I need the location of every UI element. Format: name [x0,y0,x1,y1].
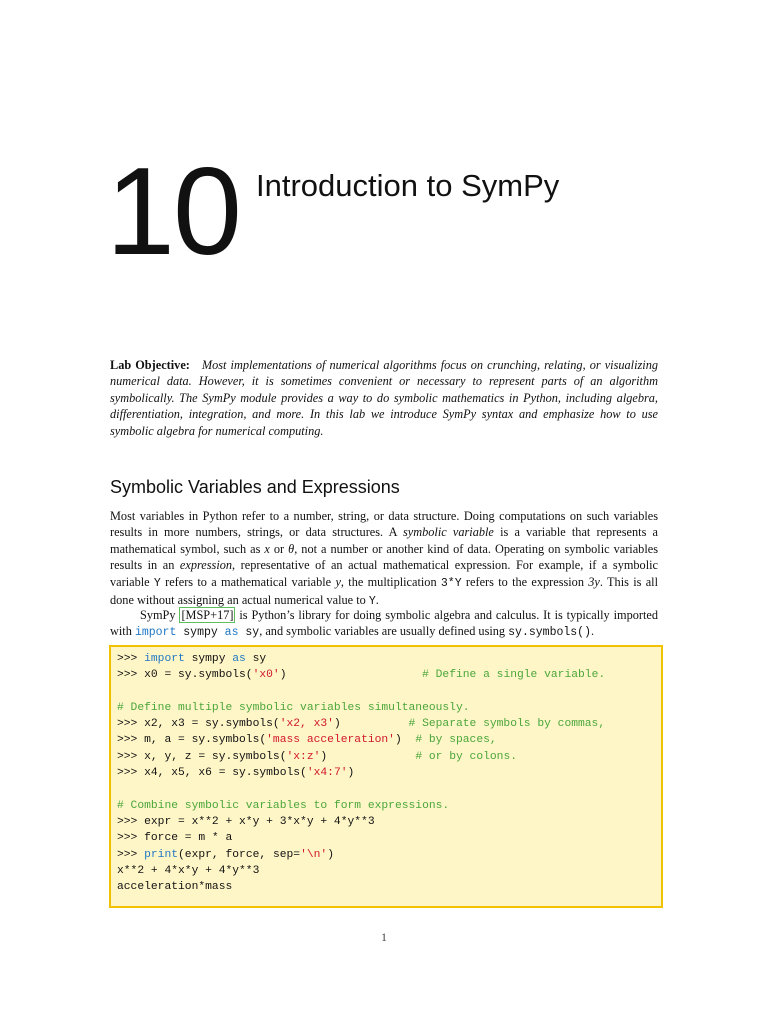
text-run: is a variable that represents a mathematical symbol, such as [110,525,658,556]
code-token: ) [347,767,355,780]
code-token: >>> [117,653,145,665]
paragraph-symbolic-variables [110,508,658,610]
code-line [117,847,661,863]
paragraph-sympy-intro [110,607,658,642]
page-number: 1 [381,930,387,944]
code-import: import [134,626,177,640]
code-Y: Y [368,595,376,609]
code-token: >>> x2, x3 = sy.symbols( [117,718,280,731]
code-comment: # or by colons. [415,750,518,763]
math-theta: θ [288,541,295,556]
objective-label: Lab Objective: [110,358,190,372]
code-keyword: import [144,653,185,665]
code-line [117,879,661,895]
code-3Y: 3*Y [440,576,462,590]
chapter-number: 10 [106,143,240,281]
code-comment: # by spaces, [415,734,497,747]
code-string: 'x4:7' [306,767,348,780]
code-line [117,814,661,830]
code-Y: Y [153,576,161,590]
code-token: >>> x0 = sy.symbols( [117,669,253,682]
text-run: refers to the expression [461,574,589,589]
code-token: >>> expr = x**2 + x*y + 3*x*y + 4*y**3 [117,815,375,828]
term-expression: expression [179,558,233,573]
code-keyword: print [144,848,179,861]
code-line [117,684,661,700]
code-token: >>> [117,848,145,861]
code-line [117,651,661,667]
text-run: or [269,541,289,556]
text-run: . This is all done without assigning an actual numerical value to [110,574,658,608]
code-line [117,765,661,781]
code-token: ) [279,669,423,682]
term-symbolic-variable: symbolic variable [403,525,494,540]
text-run: . [375,593,379,608]
text-run: , the multiplication [340,574,441,589]
code-token: >>> force = m * a [117,832,233,845]
code-string: 'x:z' [286,750,321,763]
code-sympy: sympy [176,626,225,640]
code-line [117,798,661,814]
code-line [117,667,661,683]
code-symbols: sy.symbols() [508,626,591,640]
text-run: , and symbolic variables are usually defined using [259,624,509,639]
code-token: (expr, force, sep= [178,848,301,861]
code-token: sy [245,653,267,665]
text-run: , representative of an actual mathematical expression. For example, if a symbolic variable [110,558,658,589]
code-token: ) [320,750,416,763]
code-comment: # Combine symbolic variables to form expressions. [117,799,450,812]
code-line [117,863,661,879]
code-token: ) [333,718,409,731]
code-line [117,732,661,748]
code-token: x**2 + 4*x*y + 4*y**3 [117,864,260,877]
code-line [117,830,661,846]
text-run: Most variables in Python refer to a number, string, or data structure. Doing computations on such variables results in more numbers, strings, or data structures. A [110,509,658,540]
code-token: >>> m, a = sy.symbols( [117,734,267,747]
code-token: ) [327,848,334,861]
chapter-title: Introduction to SymPy [256,168,560,203]
code-block [109,645,663,908]
code-string: 'x2, x3' [279,718,334,731]
code-token: >>> x, y, z = sy.symbols( [117,750,287,763]
code-comment: # Define a single variable. [422,669,606,682]
code-token: >>> x4, x5, x6 = sy.symbols( [117,767,307,780]
code-comment: # Separate symbols by commas, [408,718,606,731]
text-run: . [590,624,595,639]
code-token: sympy [184,653,233,665]
text-run: refers to a mathematical variable [160,574,336,589]
text-run: , not a number or another kind of data. Operating on symbolic variables results in an [110,541,658,573]
math-y: y [335,574,341,589]
code-token: acceleration*mass [117,881,233,894]
citation-link[interactable]: [MSP+17] [181,608,234,622]
code-string: '\n' [300,848,328,861]
code-string: 'x0' [252,669,280,682]
code-comment: # Define multiple symbolic variables simultaneously. [117,701,470,714]
code-keyword: as [232,653,246,665]
text-run: SymPy [140,608,180,622]
code-as: as [224,626,239,640]
section-title: Symbolic Variables and Expressions [110,477,400,497]
code-token: ) [394,734,416,747]
code-line [117,716,661,732]
math-3y: 3y [588,574,600,589]
code-line [117,700,661,716]
code-line [117,749,661,765]
code-string: 'mass acceleration' [266,734,395,747]
lab-objective [110,357,658,439]
text-run: is Python’s library for doing symbolic algebra and calculus. It is typically imported with [110,608,658,639]
math-x: x [264,541,270,556]
code-sy: sy [238,626,260,640]
objective-text: Most implementations of numerical algorithms focus on crunching, relating, or visualizing numerical data. However, it is sometimes convenient or necessary to represent parts of an algorithm symbolically. The SymPy module provides a way to do symbolic mathematics in Python, including algebra, differentiation, integration, and more. In this lab we introduce SymPy syntax and emphasize how to use symbolic algebra for numerical computing. [110,358,658,438]
code-line [117,781,661,797]
